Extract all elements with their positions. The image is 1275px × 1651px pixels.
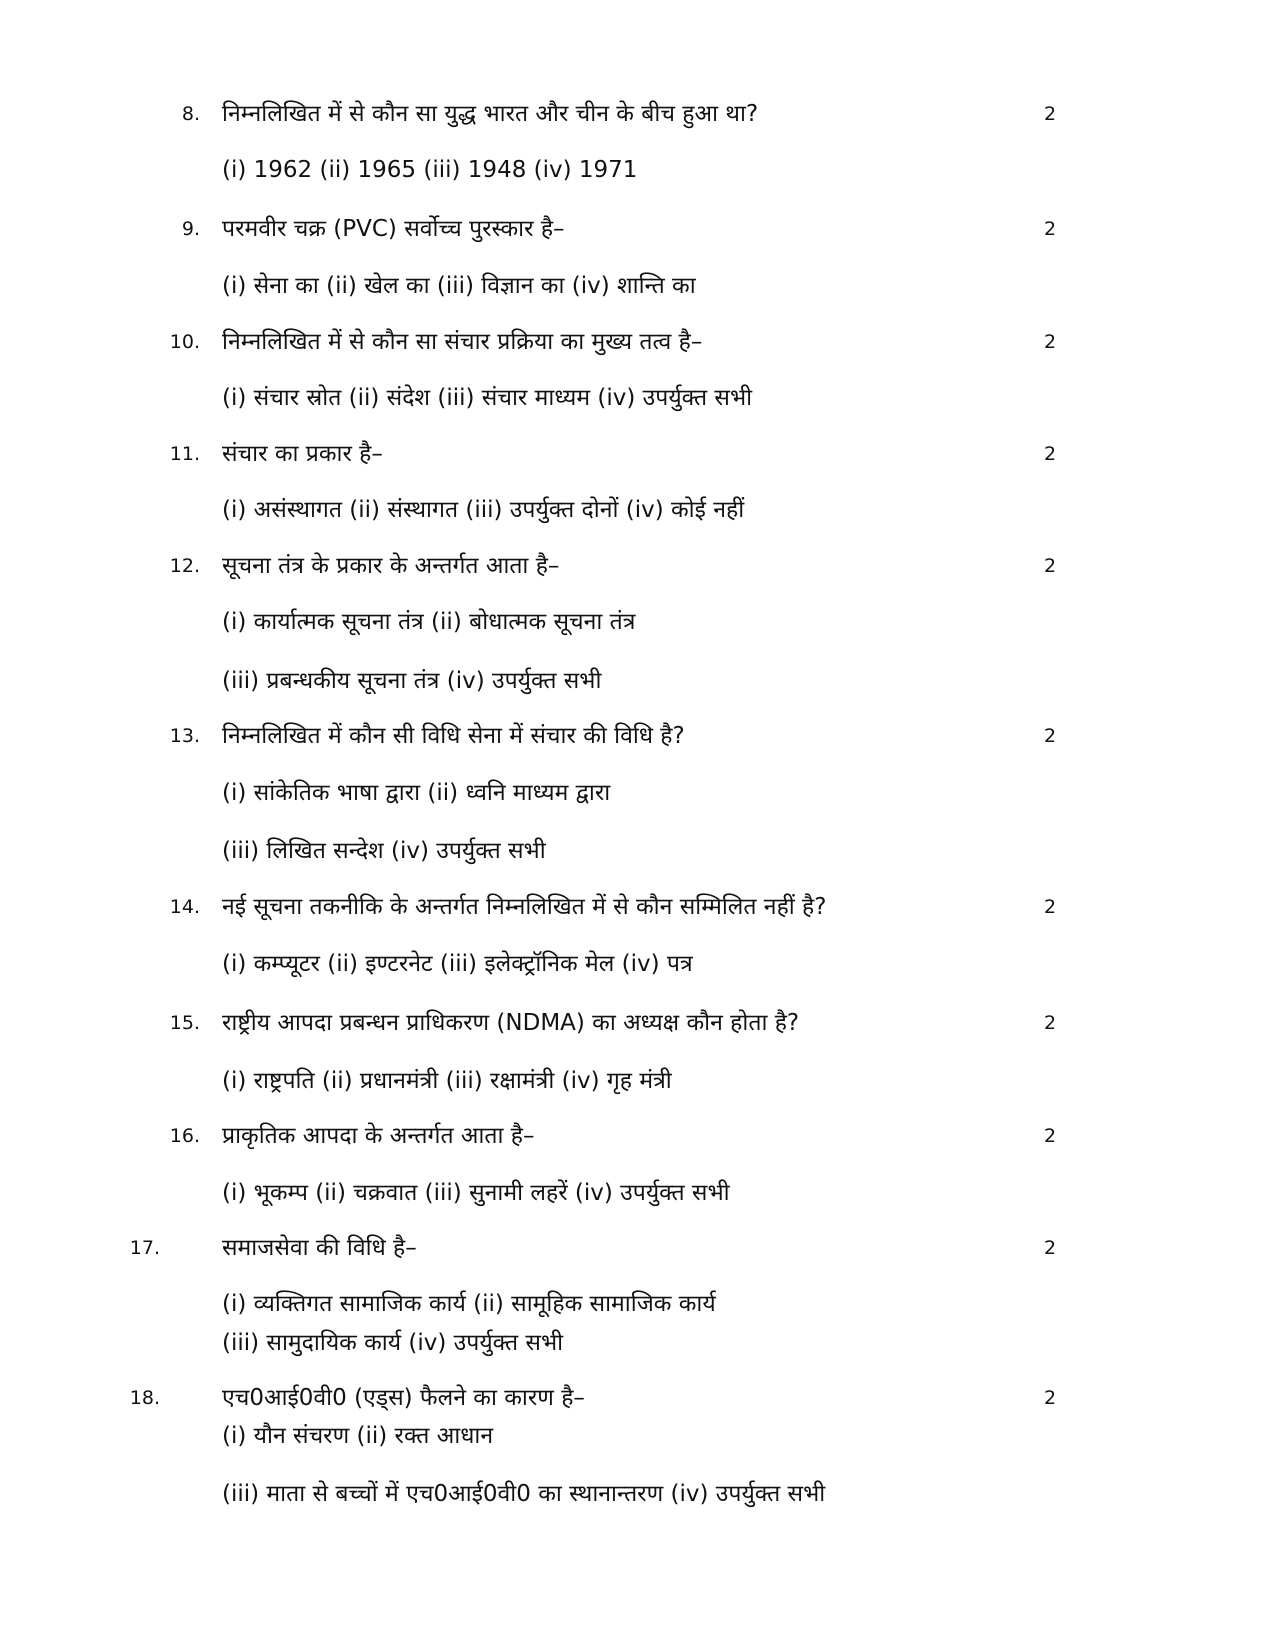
question-9-options [0,268,1275,304]
question-marks: 2 [1043,103,1057,125]
question-marks: 2 [1043,1237,1057,1259]
options-line: (i) कार्यात्मक सूचना तंत्र (ii) बोधात्मक सूचना तंत्र [222,609,636,635]
options-line: (i) संचार स्रोत (ii) संदेश (iii) संचार माध्यम (iv) उपर्युक्त सभी [222,385,753,411]
question-18-options-2 [0,1476,1275,1512]
question-text: परमवीर चक्र (PVC) सर्वोच्च पुरस्कार है– [222,216,565,242]
question-13 [0,718,1275,754]
question-18 [0,1380,1275,1416]
question-17 [0,1230,1275,1266]
options-line: (i) व्यक्तिगत सामाजिक कार्य (ii) सामूहिक सामाजिक कार्य [222,1291,716,1317]
question-15-options [0,1063,1275,1099]
question-text: निम्नलिखित में से कौन सा युद्ध भारत और चीन के बीच हुआ था? [222,101,759,127]
question-text: नई सूचना तकनीकि के अन्तर्गत निम्नलिखित में से कौन सम्मिलित नहीं है? [222,894,827,920]
question-number: 15. [169,1012,200,1034]
question-marks: 2 [1043,1012,1057,1034]
question-10 [0,324,1275,360]
question-12 [0,548,1275,584]
question-marks: 2 [1043,896,1057,918]
question-marks: 2 [1043,218,1057,240]
options-line: (i) असंस्थागत (ii) संस्थागत (iii) उपर्युक्त दोनों (iv) कोई नहीं [222,497,745,523]
question-number: 8. [181,103,200,125]
question-number: 11. [169,443,200,465]
question-text: प्राकृतिक आपदा के अन्तर्गत आता है– [222,1123,535,1149]
options-line: (i) राष्ट्रपति (ii) प्रधानमंत्री (iii) रक्षामंत्री (iv) गृह मंत्री [222,1068,672,1094]
question-14-options [0,946,1275,982]
question-13-options-2 [0,833,1275,869]
question-text: एच0आई0वी0 (एड्स) फैलने का कारण है– [222,1385,585,1411]
options-line: (iii) माता से बच्चों में एच0आई0वी0 का स्थानान्तरण (iv) उपर्युक्त सभी [222,1481,826,1507]
question-text: सूचना तंत्र के प्रकार के अन्तर्गत आता है– [222,553,560,579]
options-line: (iii) सामुदायिक कार्य (iv) उपर्युक्त सभी [222,1330,564,1356]
question-14 [0,889,1275,925]
options-line: (iii) लिखित सन्देश (iv) उपर्युक्त सभी [222,838,546,864]
question-18-options-1 [0,1418,1275,1454]
question-number: 9. [181,218,200,240]
question-17-options-2 [0,1325,1275,1361]
question-8-options [0,152,1275,188]
options-line: (i) कम्प्यूटर (ii) इण्टरनेट (iii) इलेक्ट्रॉनिक मेल (iv) पत्र [222,951,693,977]
question-text: निम्नलिखित में से कौन सा संचार प्रक्रिया का मुख्य तत्व है– [222,329,703,355]
options-line: (i) 1962 (ii) 1965 (iii) 1948 (iv) 1971 [222,157,638,183]
question-marks: 2 [1043,555,1057,577]
question-number: 12. [169,555,200,577]
question-number: 18. [129,1387,160,1409]
question-number: 16. [169,1125,200,1147]
options-line: (i) यौन संचरण (ii) रक्त आधान [222,1423,494,1449]
options-line: (i) भूकम्प (ii) चक्रवात (iii) सुनामी लहरें (iv) उपर्युक्त सभी [222,1180,730,1206]
question-11-options [0,492,1275,528]
question-15 [0,1005,1275,1041]
question-12-options-1 [0,604,1275,640]
question-number: 10. [169,331,200,353]
question-9 [0,211,1275,247]
question-marks: 2 [1043,1125,1057,1147]
question-13-options-1 [0,775,1275,811]
question-text: संचार का प्रकार है– [222,441,383,467]
question-marks: 2 [1043,725,1057,747]
question-marks: 2 [1043,1387,1057,1409]
question-8 [0,96,1275,132]
question-marks: 2 [1043,331,1057,353]
question-16 [0,1118,1275,1154]
options-line: (i) सांकेतिक भाषा द्वारा (ii) ध्वनि माध्यम द्वारा [222,780,611,806]
question-number: 13. [169,725,200,747]
question-number: 14. [169,896,200,918]
question-11 [0,436,1275,472]
question-17-options-1 [0,1286,1275,1322]
question-text: समाजसेवा की विधि है– [222,1235,417,1261]
question-10-options [0,380,1275,416]
question-marks: 2 [1043,443,1057,465]
question-12-options-2 [0,663,1275,699]
question-16-options [0,1175,1275,1211]
question-number: 17. [129,1237,160,1259]
question-text: राष्ट्रीय आपदा प्रबन्धन प्राधिकरण (NDMA) का अध्यक्ष कौन होता है? [222,1010,800,1036]
question-text: निम्नलिखित में कौन सी विधि सेना में संचार की विधि है? [222,723,685,749]
options-line: (iii) प्रबन्धकीय सूचना तंत्र (iv) उपर्युक्त सभी [222,668,602,694]
options-line: (i) सेना का (ii) खेल का (iii) विज्ञान का (iv) शान्ति का [222,273,696,299]
